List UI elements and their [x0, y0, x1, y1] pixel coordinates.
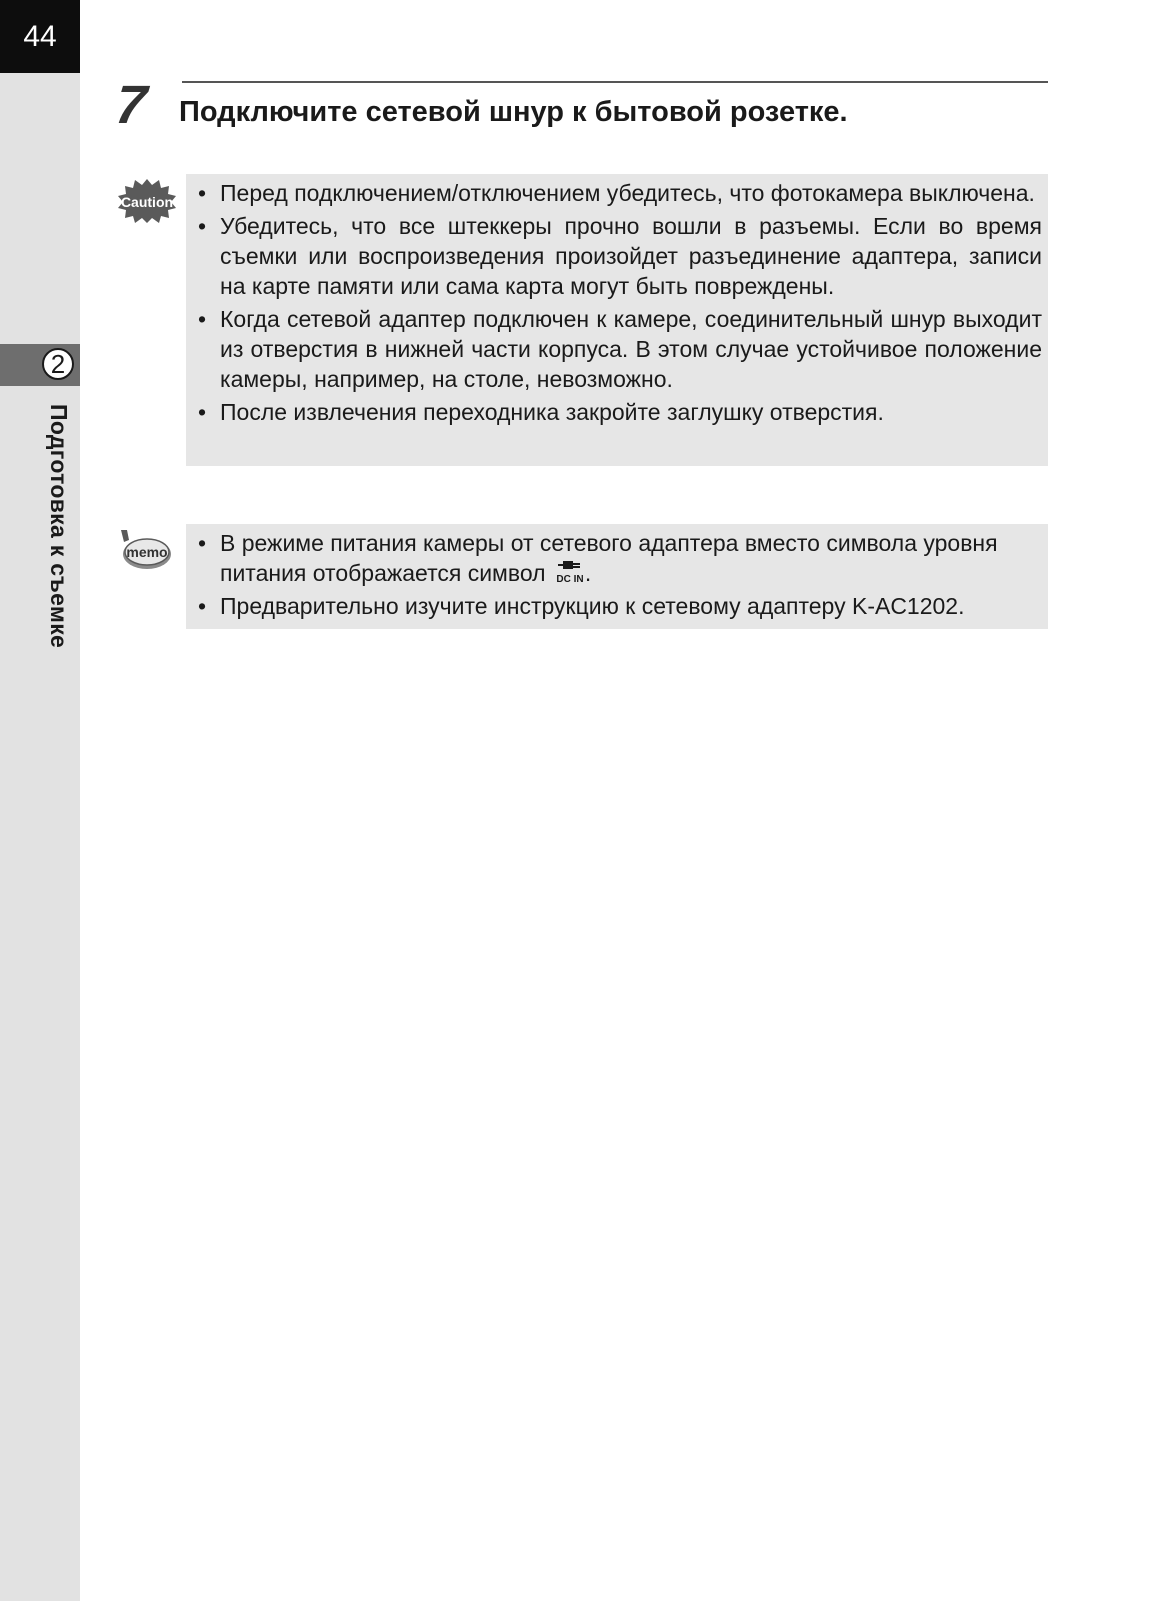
caution-item-text: После извлечения переходника закройте заглушку отверстия. [220, 399, 884, 425]
dc-in-icon [555, 559, 585, 585]
caution-item: • Когда сетевой адаптер подключен к камере, соединительный шнур выходит из отверстия в нижней части корпуса. В этом случае устойчивое положение камеры, например, на столе, невозможно. [198, 306, 1042, 392]
caution-item-text: Перед подключением/отключением убедитесь, что фотокамера выключена. [220, 180, 1035, 206]
caution-item: • Перед подключением/отключением убедитесь, что фотокамера выключена. [198, 180, 1035, 206]
memo-item-suffix: . [584, 560, 592, 586]
memo-icon [117, 528, 173, 574]
memo-item: • Предварительно изучите инструкцию к сетевому адаптеру K-AC1202. [198, 593, 965, 619]
caution-item-text: Когда сетевой адаптер подключен к камере, соединительный шнур выходит из отверстия в нижней части корпуса. В этом случае устойчивое положение камеры, например, на столе, невозможно. [220, 306, 1042, 392]
caution-list [186, 178, 1048, 427]
memo-item-text: Предварительно изучите инструкцию к сетевому адаптеру K-AC1202. [220, 593, 965, 619]
caution-icon-label: Caution [120, 194, 174, 210]
caution-item-text: Убедитесь, что все штеккеры прочно вошли в разъемы. Если во время съемки или воспроизведения произойдет разъединение адаптера, записи на карте памяти или сама карта могут быть повреждены. [220, 213, 1042, 299]
page-number: 44 [0, 0, 80, 73]
memo-list [186, 528, 1048, 621]
top-rule [182, 81, 1048, 83]
caution-item: • После извлечения переходника закройте заглушку отверстия. [198, 399, 884, 425]
caution-icon [117, 178, 177, 224]
memo-icon-label: memo [126, 544, 168, 560]
caution-item: • Убедитесь, что все штеккеры прочно вошли в разъемы. Если во время съемки или воспроизведения произойдет разъединение адаптера, записи на карте памяти или сама карта могут быть повреждены. [198, 213, 1042, 299]
dc-in-label: DC IN [556, 574, 584, 585]
chapter-number: 2 [42, 348, 74, 380]
chapter-title: Подготовка к съемке [46, 404, 72, 649]
step-text: Подключите сетевой шнур к бытовой розетке. [179, 96, 848, 128]
memo-box [186, 524, 1048, 629]
memo-item: • В режиме питания камеры от сетевого адаптера вместо символа уровня питания отображается символ DC IN . [198, 530, 998, 586]
step-number: 7 [112, 75, 150, 135]
caution-box [186, 174, 1048, 466]
memo-item-text: В режиме питания камеры от сетевого адаптера вместо символа уровня питания отображается символ [220, 530, 998, 586]
side-strip [0, 0, 80, 1601]
